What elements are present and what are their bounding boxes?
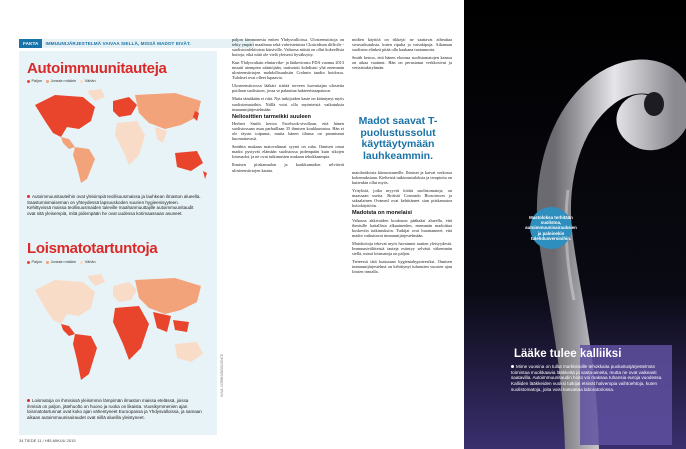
central-america (61, 324, 75, 336)
paragraph: matohoidoista kiinnostuneille. Ihmiset ja kaivat verkossa kokemuksiaan. Kielteisiä tutkimustuloksia ja terapioita on kuitenkin ollut myös. (352, 170, 452, 186)
legend-label: Paljon (31, 79, 43, 83)
fakta-tag: FAKTA (19, 39, 42, 48)
paragraph: Smithin mukaan matovalinnat syynä on ruha. Ihmisen omat madot pystyvät elämään suolistossa pidempään kuin sikojen loismadot, ja ne ovat tutkimusten mukaan tehokkaampia. (232, 144, 344, 160)
paragraph: Yrityksiä, jotka myyvät itiöitä suolistomatoja, on maassaan useita. Britistä Coronado Biosciences ja saksalainen Ovamed ovat kehittäneet sian piiskamatoa hoitokäyttöön. (352, 188, 452, 209)
worm-caption-text: Mastoloksa terhitään suolistoa, autoimmuunisairauksien ja paloinekin tulehdusversioihin. (525, 214, 577, 241)
article-column-1 (232, 37, 344, 437)
south-america (73, 334, 97, 380)
map2-legend (27, 260, 96, 264)
asia (135, 278, 201, 314)
asia (135, 93, 201, 129)
legend-item (27, 260, 42, 264)
australia (175, 342, 203, 362)
south-asia (153, 312, 171, 332)
legend-label: Paljon (31, 260, 43, 264)
autoimmune-map-panel (19, 51, 217, 228)
new-zealand (203, 171, 207, 179)
article-column-2-bottom (352, 170, 452, 438)
south-asia (155, 127, 167, 143)
southeast-asia (173, 320, 189, 332)
africa (113, 306, 149, 360)
map2-caption (27, 398, 203, 420)
africa (115, 121, 145, 165)
map1-caption (27, 194, 203, 216)
paragraph: midten käyttöä on rikkejä: ne saattavat aiheuttaa sivuvaikutuksia, kuten ripulia ja vatsakipuja. Aikanaan suoliston elinkeä pitää olla kaukana tuotannosta. (352, 37, 452, 53)
paragraph: Ihmisen piiskamadon ja koukkumadon selviävät ulosteensiirtojen kautta. (232, 162, 344, 173)
europe (113, 282, 137, 302)
paragraph: Herbert Smith kertoo Facebook-sivullaan, että hänen suolistossaan asuu parhaillaan 35 ihmisen koukkumatoa. Hän ei ole täysin toipunut, mutta hänen tilansa on parantunut huomattavasti. (232, 121, 344, 142)
legend-item (27, 79, 42, 83)
greenland (87, 274, 105, 286)
paragraph: Smith kertoo, että hänen eloonsa suolistomatojen kanssa on aikaa vaatinut. Hän on perustanut verkkosivut ja vertaistukiryhmän. (352, 55, 452, 71)
box-text-body: Mime vuosina on tullut markkinoille tehokkaita puolustusjärjestelmän toimintaa muokkaavia lääkkeitä ja vasta-aineita, mutta ne ovat vaikeasti saatavilla. Autoimmuunitaudin hoito voi maksaa tuhansia euroja vuodessa. Kalliiden lääkkeiden vuoksi tutkijat etsivät halvempia vaihtoehtoja, kuten suolistomatoja, joita voisi kasvattaa laboratoriossa. (511, 364, 663, 392)
paragraph: Tieteessä tätä kutsutaan hygieniahypoteesiksi. Ihmisen immuunijärjestelmä on kehittynyt tuhansien vuosien ajan loisten rinnalla. (352, 259, 452, 275)
paragraph: Muita tämäkään ei riitä. Nyt tutkijoiden kaste on kääntynyt myös suolistomatoihin. Niillä voisi olla myönteisiä vaikutuksia immuunijärjestelmään. (232, 96, 344, 112)
fakta-header (19, 39, 254, 48)
box-text (511, 364, 669, 393)
photo-credit: KUVA: CORBIS/BIOSCIENCE (220, 354, 224, 397)
paragraph: Ulosteensiirrossa lääkäri siirtää terveen luovuttajan ulostetta potilaan suolistoon, jossa se palauttaa bakteeritasapainon. (232, 83, 344, 94)
world-map-parasites (25, 270, 211, 390)
world-map-autoimmune (25, 87, 211, 187)
paragraph: Kun Yhdysvaltain elintarvike- ja lääkevirasto FDA vuonna 2013 muutti aiempien sääntöjään, uutisointi kohdistui yhä enemmän ulosteensiirtojen mahdollisuuksiin Crohnin taudin hoidossa. Tulokset ovat olleet lupaavia. (232, 60, 344, 81)
map2-title: Loismatotartuntoja (27, 240, 158, 257)
paragraph: Valtaosa akkivaiden koulouon pääkaksi alueella, että ihmisille haitallista alkuaineiden, enemmän madoittaa koskeviin tutkimuksiin. Tutkijat ovat huomanneet, että madot vaikuttavat immuunijärjestelmään. (352, 217, 452, 239)
parasite-map-panel (19, 228, 217, 435)
legend-item (80, 79, 95, 83)
north-america (35, 280, 95, 324)
box-highlight (580, 345, 672, 445)
map1-legend (27, 79, 96, 83)
legend-item (46, 79, 76, 83)
europe (113, 97, 137, 117)
fakta-heading: IMMUUNIJÄRJESTELMÄ VAIVAA SIELLÄ, MISSÄ MADOT EIVÄT. (45, 41, 191, 46)
legend-item (46, 260, 76, 264)
legend-label: Vähän (84, 260, 96, 264)
legend-label: Jonssin määrin (50, 260, 77, 264)
paragraph: paljon kimmonesta eniten Yhdysvalloissa. Ulosteensiirtoja on tehty ympäri maailmaa sekä vahvistetuista Clostridium difficile -suolistoinfektioista kärsiville. Valtaosa näistä on ollut kokeellisia hoitoja, eikä niitä ole vielä yleisesti hyväksytty. (232, 37, 344, 58)
map1-caption-text: Autoimmuunitauteihin ovat yleisimpiä teollisuusmaissa ja lauhkean ilmaston alueella. Saastumismaiseman on yhteydessä lapsuuskoden suurien hygieenisyyteen. Kehittyvissä maissa teollisuusmaiden tuleville maahanmuuttajille autoimmuunitaudit ovat sitä yleisempiä, mitä pidempään he ovat uudessa kotimaassaan asuneet. (27, 194, 201, 216)
pull-quote: Madot saavat T-puolustussolut käyttäytymään lauhkeammin. (358, 115, 438, 162)
north-america (35, 95, 95, 137)
worm-mouth (644, 92, 664, 116)
legend-item (80, 260, 95, 264)
legend-label: Vähän (84, 79, 96, 83)
folio: 34 TIEDE 11 / HELMIKUU 2015 (19, 438, 76, 443)
subheading: Madoista on monelaisi (352, 210, 412, 217)
australia (175, 151, 203, 171)
map2-caption-text: Loismatoja on ihmisissä yleisimmin lämpimän ilmaston maissa etelässä, joissa ihmisiä on paljon, jätehuolto on huono ja ruoka on likaista. Vuosikymmenien ajan loismatotartunnat ovat koko ajan vähentyneet Euroopassa ja Yhdysvalloissa, ja samaan aikaan autoimmuunisairaudet ovat niillä alueilla yleistyneet. (27, 398, 202, 420)
article-column-2-top (352, 37, 452, 112)
south-america (73, 147, 95, 183)
map1-title: Autoimmuunitauteja (27, 60, 167, 77)
box-title: Lääke tulee kalliiksi (514, 348, 622, 360)
worm-caption-bubble (525, 207, 577, 249)
paragraph: Matohoitoja tekevat myös havainnot tautien yleisyydestä. Immuunivälitteisiä tauteja esiintyy selvästi vähemmän siellä, missä loismatoja on paljon. (352, 241, 452, 257)
subheading: Neliosittien tarmeikki suuleen (232, 113, 311, 120)
greenland (87, 89, 105, 101)
legend-label: Jonssin määrin (50, 79, 77, 83)
central-america (61, 137, 75, 149)
